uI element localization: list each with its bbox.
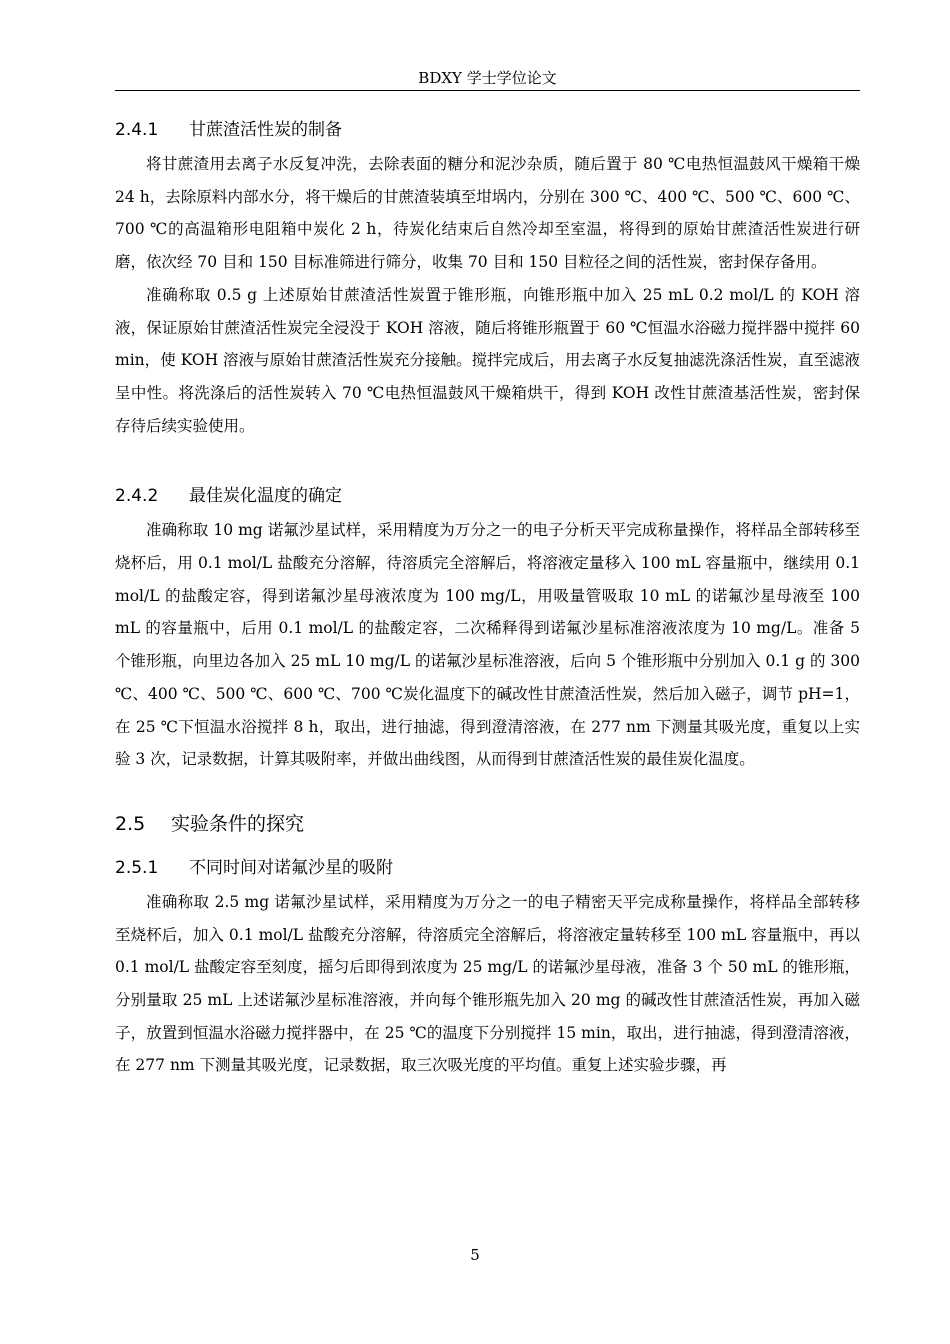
header-rule xyxy=(115,90,860,91)
section-title: 最佳炭化温度的确定 xyxy=(189,486,342,507)
section-spacer xyxy=(115,776,860,804)
section-heading-2-5-1 xyxy=(115,850,860,886)
section-number: 2.5 xyxy=(115,812,146,835)
section-title: 甘蔗渣活性炭的制备 xyxy=(189,120,342,140)
section-number: 2.5.1 xyxy=(115,857,159,878)
section-spacer xyxy=(115,442,860,478)
section-heading-2-4-1 xyxy=(115,112,860,148)
section-heading-2-4-2 xyxy=(115,478,860,514)
section-number: 2.4.2 xyxy=(115,486,159,507)
section-number: 2.4.1 xyxy=(115,120,159,140)
section-heading-2-5 xyxy=(115,804,860,844)
document-body xyxy=(115,112,860,1082)
section-title: 不同时间对诺氟沙星的吸附 xyxy=(189,857,393,878)
paragraph: 将甘蔗渣用去离子水反复冲洗，去除表面的糖分和泥沙杂质，随后置于 80 ℃电热恒温鼓风干燥箱干燥 24 h，去除原料内部水分，将干燥后的甘蔗渣装填至坩埚内，分别在 300 ℃、400 ℃、500 ℃、600 ℃、700 ℃的高温箱形电阻箱中炭化 2 h，待炭化结束后自然冷却至室温，将得到的原始甘蔗渣活性炭进行研磨，依次经 70 目和 150 目标准筛进行筛分，收集 70 目和 150 目粒径之间的活性炭，密封保存备用。 xyxy=(115,155,860,272)
header-title: BDXY 学士学位论文 xyxy=(418,69,557,87)
section-title: 实验条件的探究 xyxy=(171,812,305,835)
paragraph: 准确称取 0.5 g 上述原始甘蔗渣活性炭置于锥形瓶，向锥形瓶中加入 25 mL 0.2 mol/L 的 KOH 溶液，保证原始甘蔗渣活性炭完全浸没于 KOH 溶液，随后将锥形瓶置于 60 ℃恒温水浴磁力搅拌器中搅拌 60 min，使 KOH 溶液与原始甘蔗渣活性炭充分接触。搅拌完成后，用去离子水反复抽滤洗涤活性炭，直至滤液呈中性。将洗涤后的活性炭转入 70 ℃电热恒温鼓风干燥箱烘干，得到 KOH 改性甘蔗渣基活性炭，密封保存待后续实验使用。 xyxy=(115,285,860,435)
page-number: 5 xyxy=(470,1246,480,1264)
page-header xyxy=(115,68,860,88)
paragraph: 准确称取 2.5 mg 诺氟沙星试样，采用精度为万分之一的电子精密天平完成称量操作，将样品全部转移至烧杯后，加入 0.1 mol/L 盐酸充分溶解，待溶质完全溶解后，将溶液定量转移至 100 mL 容量瓶中，再以 0.1 mol/L 盐酸定容至刻度，摇匀后即得到浓度为 25 mg/L 的诺氟沙星母液，准备 3 个 50 mL 的锥形瓶，分别量取 25 mL 上述诺氟沙星标准溶液，并向每个锥形瓶先加入 20 mg 的碱改性甘蔗渣活性炭，再加入磁子，放置到恒温水浴磁力搅拌器中，在 25 ℃的温度下分别搅拌 15 min，取出，进行抽滤，得到澄清溶液，在 277 nm 下测量其吸光度，记录数据，取三次吸光度的平均值。重复上述实验步骤，再 xyxy=(115,892,860,1075)
paragraph: 准确称取 10 mg 诺氟沙星试样，采用精度为万分之一的电子分析天平完成称量操作，将样品全部转移至烧杯后，用 0.1 mol/L 盐酸充分溶解，待溶质完全溶解后，将溶液定量移入 100 mL 容量瓶中，继续用 0.1 mol/L 的盐酸定容，得到诺氟沙星母液浓度为 100 mg/L，用吸量管吸取 10 mL 的诺氟沙星母液至 100 mL 的容量瓶中，后用 0.1 mol/L 的盐酸定容，二次稀释得到诺氟沙星标准溶液浓度为 10 mg/L。准备 5 个锥形瓶，向里边各加入 25 mL 10 mg/L 的诺氟沙星标准溶液，后向 5 个锥形瓶中分别加入 0.1 g 的 300 ℃、400 ℃、500 ℃、600 ℃、700 ℃炭化温度下的碱改性甘蔗渣活性炭，然后加入磁子，调节 pH=1，在 25 ℃下恒温水浴搅拌 8 h，取出，进行抽滤，得到澄清溶液，在 277 nm 下测量其吸光度，重复以上实验 3 次，记录数据，计算其吸附率，并做出曲线图，从而得到甘蔗渣活性炭的最佳炭化温度。 xyxy=(115,521,860,769)
